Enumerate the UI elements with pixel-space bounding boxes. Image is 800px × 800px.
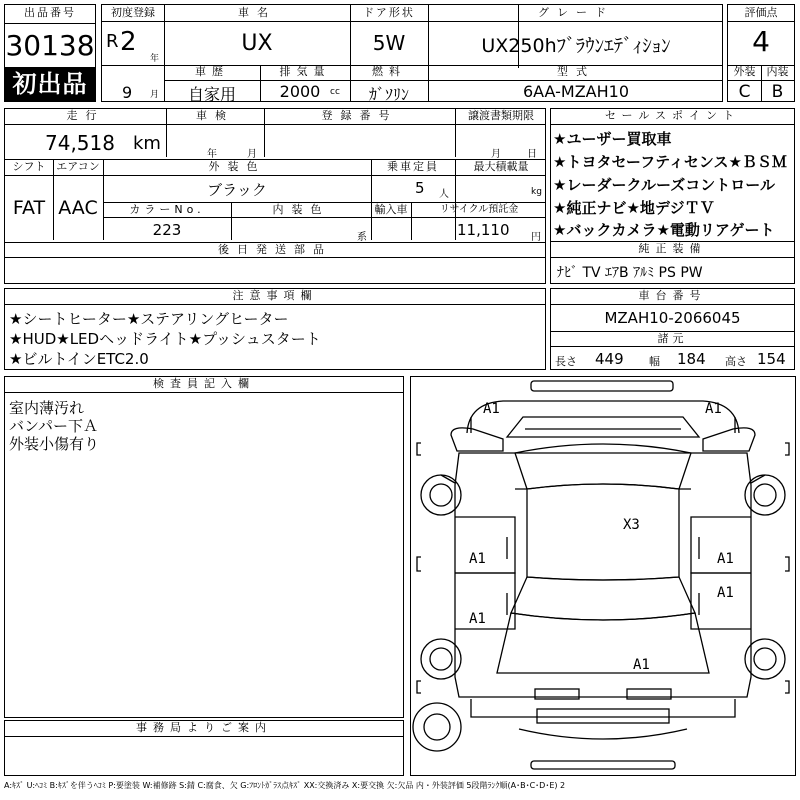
sales-point-5: ★バックカメラ★電動リアゲート	[553, 221, 775, 239]
inspector-note-3: 外装小傷有り	[9, 435, 100, 453]
displacement-value: 2000	[279, 82, 321, 101]
sales-points-label: セールスポイント	[604, 109, 740, 122]
mark-front-right-bumper: A1	[705, 401, 722, 417]
mileage-label: 走行	[66, 109, 105, 122]
inspection-year-unit: 年	[207, 149, 217, 160]
displacement-label: 排気量	[279, 65, 331, 78]
model-label: 型式	[557, 65, 595, 78]
notes-label: 注意事項欄	[232, 289, 318, 302]
inspection-month-unit: 月	[247, 149, 257, 160]
car-name-value: UX	[241, 31, 273, 56]
equipment-value: ﾅﾋﾞ TV ｴｱB ｱﾙﾐ PS PW	[557, 265, 703, 281]
first-listing-badge: 初出品	[5, 67, 95, 101]
model-value: 6AA-MZAH10	[522, 82, 630, 101]
inspector-label: 検査員記入欄	[153, 377, 255, 390]
int-score-value: B	[771, 82, 784, 102]
exterior-color-label: 外装色	[208, 160, 266, 173]
import-label: 輸入車	[374, 203, 408, 216]
fuel-value: ｶﾞｿﾘﾝ	[368, 85, 409, 104]
height-label: 高さ	[725, 355, 747, 368]
exterior-color-value: ブラック	[207, 181, 267, 199]
car-name-label: 車名	[238, 6, 276, 19]
mark-front-left-bumper: A1	[483, 401, 500, 417]
first-reg-year: 2	[120, 27, 137, 57]
lot-label: 出品番号	[24, 6, 76, 19]
shift-label: シフト	[12, 160, 46, 173]
note-1: ★シートヒーター★ステアリングヒーター	[9, 310, 289, 328]
mark-left-rear-door: A1	[469, 611, 486, 627]
transfer-doc-month-unit: 月	[491, 149, 501, 160]
details-box	[4, 108, 546, 284]
color-no-label: カラーNo.	[129, 203, 205, 216]
transfer-doc-day-unit: 日	[527, 149, 537, 160]
aircon-value: AAC	[58, 197, 98, 219]
sales-points-box	[550, 108, 795, 284]
history-value: 自家用	[187, 85, 236, 104]
recycle-value: 11,110	[457, 221, 510, 239]
width-value: 184	[677, 350, 706, 368]
length-value: 449	[595, 350, 624, 368]
max-load-label: 最大積載量	[473, 160, 529, 173]
mark-right-front-door: A1	[717, 551, 734, 567]
length-label: 長さ	[555, 355, 577, 368]
equipment-label: 純正装備	[638, 242, 707, 255]
chassis-label: 車台番号	[638, 289, 707, 302]
note-3: ★ビルトインETC2.0	[9, 350, 149, 368]
mark-left-front-door: A1	[469, 551, 486, 567]
inspector-note-2: バンパー下Ａ	[9, 417, 98, 435]
history-label: 車歴	[195, 65, 229, 78]
first-reg-era: R	[106, 31, 119, 52]
ext-score-value: C	[738, 82, 751, 102]
legend-text: A:ｷｽﾞ U:ﾍｺﾐ B:ｷｽﾞを伴うﾍｺﾐ P:要塗装 W:補修跡 S:錆 C:腐食、欠 G:ﾌﾛﾝﾄｶﾞﾗｽ点ｷｽﾞ XX:交換済み X:要交換 欠:欠品 内・外装評価 5段階ﾗﾝｸ順(A･B･C･D･E) 2	[4, 781, 566, 790]
capacity-label: 乗車定員	[387, 160, 439, 173]
car-diagram	[411, 377, 795, 775]
height-value: 154	[757, 350, 786, 368]
capacity-unit: 人	[439, 189, 449, 200]
displacement-unit: cc	[330, 87, 340, 97]
car-diagram-box	[410, 376, 796, 776]
chassis-box	[550, 288, 795, 370]
specs-label: 諸元	[657, 332, 688, 345]
fuel-label: 燃料	[372, 65, 406, 78]
score-label: 評価点	[744, 6, 778, 19]
score-box	[727, 4, 795, 102]
mark-rear-hatch: A1	[633, 657, 650, 673]
note-2: ★HUD★LEDヘッドライト★プッシュスタート	[9, 330, 321, 348]
mileage-unit: km	[133, 133, 161, 154]
sales-point-2: ★トヨタセーフティセンス★ＢＳＭ	[553, 153, 787, 171]
sales-point-4: ★純正ナビ★地デジＴＶ	[553, 199, 715, 217]
mark-right-rear-door: A1	[717, 585, 734, 601]
later-parts-label: 後日発送部品	[218, 243, 332, 256]
first-reg-label: 初度登録	[111, 6, 155, 19]
mileage-value: 74,518	[45, 131, 115, 155]
chassis-value: MZAH10-2066045	[604, 309, 741, 327]
color-no-value: 223	[152, 221, 182, 239]
sales-point-3: ★レーダークルーズコントロール	[553, 176, 775, 194]
inspector-box	[4, 376, 404, 718]
width-label: 幅	[649, 355, 660, 368]
capacity-value: 5	[415, 179, 425, 197]
max-load-unit: kg	[531, 187, 542, 197]
recycle-unit: 円	[531, 232, 541, 243]
registration-label: 登録番号	[321, 109, 398, 122]
grade-label: グレード	[538, 6, 614, 19]
office-box	[4, 720, 404, 776]
interior-color-label: 内装色	[272, 203, 330, 216]
sales-point-1: ★ユーザー買取車	[553, 130, 672, 148]
first-reg-month-unit: 月	[150, 90, 160, 100]
ext-score-label: 外装	[733, 65, 756, 78]
lot-box	[4, 4, 96, 102]
interior-color-unit: 系	[357, 232, 367, 243]
transfer-doc-label: 譲渡書類期限	[468, 109, 534, 122]
inspector-note-1: 室内薄汚れ	[9, 399, 85, 417]
score-value: 4	[752, 25, 770, 58]
first-reg-month: 9	[122, 83, 133, 102]
office-label: 事務局よりご案内	[136, 721, 272, 734]
shift-value: FAT	[12, 197, 46, 219]
vehicle-header-box	[101, 4, 723, 102]
inspection-label: 車検	[196, 109, 234, 122]
grade-value: UX250hﾌﾞﾗｳﾝｴﾃﾞｨｼｮﾝ	[481, 35, 671, 57]
int-score-label: 内装	[766, 65, 789, 78]
door-value: 5W	[372, 31, 406, 55]
door-label: ドア形状	[363, 6, 415, 19]
recycle-label: リサイクル預託金	[439, 204, 519, 215]
lot-number: 30138	[5, 29, 95, 62]
notes-box	[4, 288, 546, 370]
aircon-label: エアコン	[56, 160, 100, 173]
mark-roof: X3	[623, 517, 640, 533]
first-reg-year-unit: 年	[150, 54, 160, 64]
